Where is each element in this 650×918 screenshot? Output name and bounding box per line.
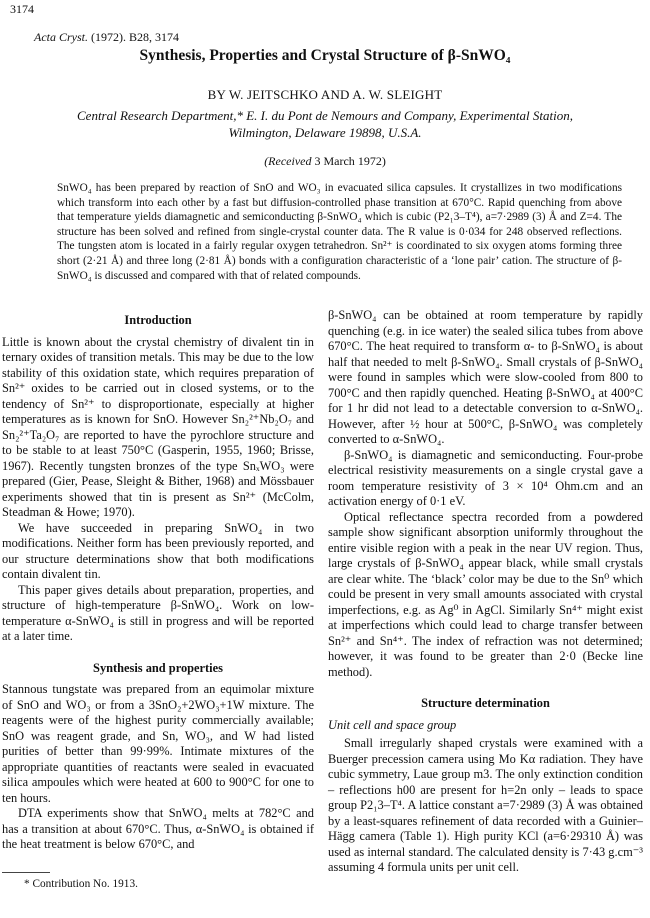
footnote: * Contribution No. 1913.: [24, 878, 138, 890]
affiliation-line-2: Wilmington, Delaware 19898, U.S.A.: [228, 125, 422, 140]
right-column: [328, 308, 643, 876]
article-title: Synthesis, Properties and Crystal Structure of β-SnWO₄: [139, 47, 511, 64]
synthesis-paragraph: Stannous tungstate was prepared from an equimolar mixture of SnO and WO₃ or from a 3SnO₂+2WO₃+1W mixture. The reagents were of the highest purity commercially available; SnO was reagent grade, and Sn, WO₃, and W had listed purities of better than 99·99%. Intimate mixtures of the appropriate quantities of reactants were sealed in evacuated silica ampoules which were heated at 600 to 900°C for one to ten hours.: [2, 682, 314, 805]
unit-cell-subheading: Unit cell and space group: [328, 717, 457, 732]
journal-volume: B28, 3174: [129, 30, 180, 44]
page-number: 3174: [10, 2, 34, 16]
journal-year: (1972).: [91, 30, 126, 44]
abstract: SnWO₄ has been prepared by reaction of SnO and WO₃ in evacuated silica capsules. It crystallizes in two modifications which transform into each other by a fast but diffusion-controlled phase transition at 670°C. Rapid quenching from above that temperature yields diamagnetic and semiconducting β-SnWO₄ which is cubic (P2₁3–T⁴), a=7·2989 (3) Å and Z=4. The structure has been solved and refined from single-crystal counter data. The R value is 0·034 for 248 observed reflections. The tungsten atom is located in a fairly regular oxygen tetrahedron. Sn²⁺ is coordinated to six oxygen atoms forming three short (2·21 Å) and three long (2·81 Å) bonds with a configuration characteristic of a ‘lone pair’ cation. The structure of β-SnWO₄ is discussed and compared with that of related compounds.: [57, 182, 622, 282]
author-affiliation: [40, 107, 610, 141]
received-year: 1972): [357, 154, 386, 168]
properties-paragraph: β-SnWO₄ can be obtained at room temperature by rapidly quenching (e.g. in ice water) the sealed silica tubes from above 670°C. The heat required to transform α- to β-SnWO₄ is about half that needed to melt β-SnWO₄. Small crystals of β-SnWO₄ were found in samples which were slow-cooled from 800 to 700°C and then rapidly quenched. Heating β-SnWO₄ at 400°C for 1 hr did not lead to a detectable conversion to α-SnWO₄. However, after ½ hour at 500°C, β-SnWO₄ was completely converted to α-SnWO₄.: [328, 308, 643, 446]
received-prefix: (Received: [264, 154, 312, 168]
article-authors: BY W. JEITSCHKO AND A. W. SLEIGHT: [207, 87, 443, 102]
left-column: [2, 313, 314, 853]
introduction-paragraph: Little is known about the crystal chemistry of divalent tin in ternary oxides of transition metals. This may be due to the low stability of this oxidation state, which requires preparation of Sn²⁺ oxides to be carried out in closed systems, or to the tendency of Sn²⁺ to disproportionate, especially at higher temperatures as is known for SnO. However Sn₂²⁺Nb₂O₇ and Sn₂²⁺Ta₂O₇ are reported to have the pyrochlore structure and to be stable to at least 750°C (Gasperin, 1955, 1960; Brisse, 1967). Recently tungsten bronzes of the type SnₓWO₃ were prepared (Gier, Pease, Sleight & Bither, 1968) and Mössbauer experiments showed that tin is present as Sn²⁺ (McColm, Steadman & Howe; 1970).: [2, 334, 314, 519]
synthesis-paragraph: DTA experiments show that SnWO₄ melts at 782°C and has a transition at about 670°C. Thus, α-SnWO₄ is obtained if the heat treatment is below 670°C, and: [2, 806, 314, 851]
properties-paragraph: Optical reflectance spectra recorded from a powdered sample show significant absorption uniformly throughout the entire visible region with a peak in the near UV region. Thus, large crystals of β-SnWO₄ appear black, while small crystals are clear white. The ‘black’ color may be due to the Sn⁰ which could be present in very small amounts associated with crystal imperfections, e.g. as Ag⁰ in AgCl. Similarly Sn⁴⁺ might exist at imperfections which could lead to charge transfer between Sn²⁺ and Sn⁴⁺. The index of refraction was not determined; however, it was found to be greater than 2·0 (Becke line method).: [328, 509, 643, 679]
introduction-heading: Introduction: [124, 313, 192, 327]
introduction-paragraph: We have succeeded in preparing SnWO₄ in two modifications. Neither form has been previously reported, and our structure determinations show that both modifications contain divalent tin.: [2, 520, 314, 581]
journal-name: Acta Cryst.: [34, 30, 88, 44]
properties-paragraph: β-SnWO₄ is diamagnetic and semiconducting. Four-probe electrical resistivity measurements on a single crystal gave a room temperature resistivity of 3 × 10⁴ Ohm.cm and an activation energy of 0·1 eV.: [328, 447, 643, 508]
received-day-month: 3 March: [314, 154, 355, 168]
structure-heading: Structure determination: [421, 696, 550, 710]
introduction-paragraph: This paper gives details about preparation, properties, and structure of high-temperature β-SnWO₄. Work on low-temperature α-SnWO₄ is still in progress and will be reported at a later time.: [2, 582, 314, 643]
footnote-rule: [2, 872, 50, 873]
structure-paragraph: Small irregularly shaped crystals were examined with a Buerger precession camera using Mo Kα radiation. They have cubic symmetry, Laue group m3. The only extinction condition – reflections h00 are present for h=2n only – leads to space group P2₁3–T⁴. A lattice constant a=7·2989 (3) Å was obtained by a least-squares refinement of data recorded with a Guinier–Hägg camera (Table 1). High purity KCl (a=6·29310 Å) was used as internal standard. The calculated density is 7·43 g.cm⁻³ assuming 4 formula units per unit cell.: [328, 736, 643, 874]
received-date: [0, 154, 650, 169]
synthesis-heading: Synthesis and properties: [93, 660, 223, 675]
journal-reference: [34, 30, 179, 45]
affiliation-line-1: Central Research Department,* E. I. du Pont de Nemours and Company, Experimental Station,: [77, 108, 573, 123]
